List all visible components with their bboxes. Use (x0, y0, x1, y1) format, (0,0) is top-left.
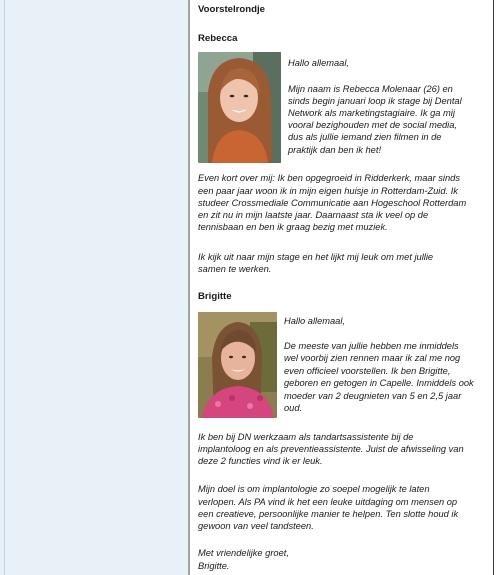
rebecca-about-line: tennisbaan en ben ik graag bezig met muziek. (198, 222, 388, 232)
brigitte-name-heading: Brigitte (198, 291, 232, 302)
rebecca-photo (198, 52, 281, 163)
brigitte-goal-line: gewoon van veel tandsteen. (198, 521, 314, 531)
rebecca-about-line: een paar jaar woon ik in mijn eigen huisje in Rotterdam-Zuid. Ik (198, 186, 458, 196)
rebecca-greeting: Hallo allemaal, (288, 58, 349, 68)
rebecca-closing-line: samen te werken. (198, 264, 272, 274)
brigitte-intro-line: moeder van 2 deugnieten van 5 en 2,5 jaar (284, 391, 462, 401)
brigitte-work-line: implantoloog en als preventieassistente. Juist de afwisseling van (198, 444, 464, 454)
brigitte-greeting: Hallo allemaal, (284, 316, 345, 326)
brigitte-intro-line: wel voorbij zien rennen maar ik zal me nog (284, 353, 461, 363)
rebecca-intro-line: praktijk dan ben ik het! (288, 145, 382, 155)
brigitte-intro-line: even officieel voorstellen. Ik ben Brigitte, (284, 366, 451, 376)
brigitte-intro-line: geboren en getogen in Capelle. Inmiddels ook (284, 378, 474, 388)
brigitte-photo (198, 312, 277, 418)
sidebar-panel (0, 0, 190, 575)
rebecca-about-line: en zit nu in mijn laatste jaar. Daarnaast sta ik veel op de (198, 210, 429, 220)
rebecca-closing-line: Ik kijk uit naar mijn stage en het lijkt mij leuk om met jullie (198, 252, 434, 262)
brigitte-goal-line: Mijn doel is om implantologie zo soepel mogelijk te laten (198, 484, 430, 494)
signoff-name: Brigitte. (198, 561, 230, 571)
brigitte-intro-line: oud. (284, 403, 303, 413)
brigitte-goal-line: verlopen. Als PA vind ik het een leuke uitdaging om mensen op (198, 497, 458, 507)
brigitte-work-line: Ik ben bij DN werkzaam als tandartsassistente bij de (198, 432, 414, 442)
section-heading: Voorstelrondje (198, 4, 265, 15)
rebecca-intro-line: Mijn naam is Rebecca Molenaar (26) en (288, 84, 453, 94)
rebecca-intro-line: dus als jullie iemand zien filmen in de (288, 132, 442, 142)
rebecca-about-line: studeer Crossmediale Communicatie aan Hogeschool Rotterdam (198, 198, 467, 208)
brigitte-work-line: deze 2 functies vind ik er leuk. (198, 456, 323, 466)
newsletter-page (190, 0, 494, 575)
brigitte-intro-line: De meeste van jullie hebben me inmiddels (284, 341, 459, 351)
sidebar-edge-line (4, 0, 5, 575)
rebecca-intro-line: vooral bezighouden met de social media, (288, 120, 457, 130)
signoff-line: Met vriendelijke groet, (198, 548, 289, 558)
brigitte-goal-line: een creatieve, persoonlijke manier te helpen. Ten slotte houd ik (198, 509, 459, 519)
rebecca-about-line: Even kort over mij: Ik ben opgegroeid in Ridderkerk, maar sinds (198, 173, 460, 183)
rebecca-intro-line: sinds begin januari loop ik stage bij Dental (288, 96, 462, 106)
rebecca-name-heading: Rebecca (198, 33, 238, 44)
rebecca-intro-line: Network als marketingstagiaire. Ik ga mij (288, 108, 455, 118)
